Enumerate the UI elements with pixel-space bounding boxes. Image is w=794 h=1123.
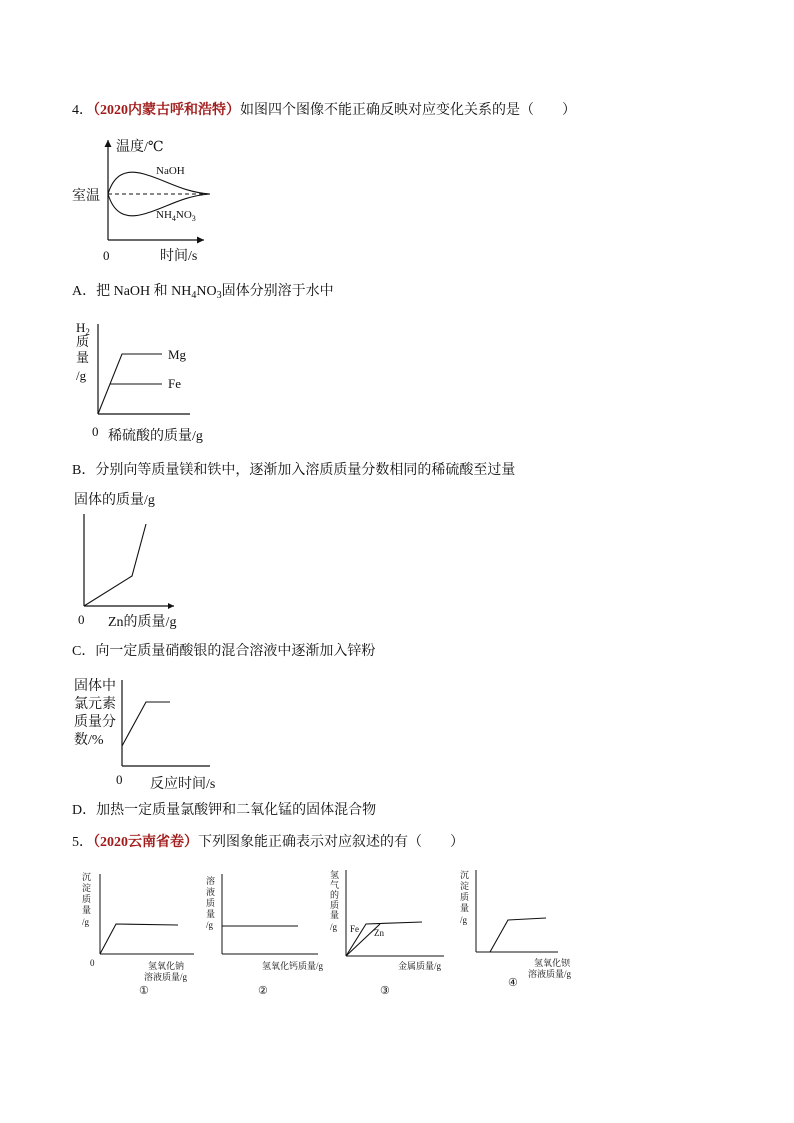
q4b-mg-label: Mg (168, 347, 187, 362)
q5g3-y3: 的 (330, 890, 340, 900)
q5g1-mark: ① (139, 985, 149, 997)
q4d-ylabel-4: 数/% (74, 733, 104, 748)
q4-graph-d (70, 674, 230, 796)
q5g4-y4: 量 (460, 903, 470, 913)
q4a-naoh-label: NaOH (156, 165, 185, 177)
q5g1-y1: 沉 (82, 872, 92, 882)
q4-number: 4． (72, 103, 93, 118)
q4b-fe-label: Fe (168, 376, 181, 391)
q4b-ylabel-2: 质 (76, 334, 90, 349)
q5g1-x2: 溶液质量/g (144, 972, 188, 982)
q5g1-line (100, 924, 178, 954)
q4a-origin: 0 (103, 248, 110, 263)
q4a-ylabel: 温度/℃ (116, 140, 164, 155)
q4d-caption: D．加热一定质量氯酸钾和二氧化锰的固体混合物 (72, 803, 377, 818)
q5g3-y2: 气 (330, 880, 340, 890)
q5g2-y5: /g (206, 920, 214, 930)
q5g1-x1: 氢氧化钠 (148, 961, 185, 971)
q4-source: （2020内蒙古呼和浩特） (93, 103, 240, 118)
q5g3-zn-label: Zn (374, 928, 384, 938)
q4a-ref-label: 室温 (72, 189, 100, 204)
q4a-caption: A．把 NaOH 和 $NH_4NO_3$固体分别溶于水中 (72, 284, 334, 301)
q5g1-origin: 0 (90, 958, 95, 968)
q4d-xlabel: 反应时间/s (150, 777, 216, 792)
q5-graph-3 (324, 864, 454, 1000)
q4c-ylabel: 固体的质量/g (74, 493, 155, 508)
q5-source: （2020云南省卷） (93, 835, 198, 850)
q5g2-y1: 溶 (206, 876, 216, 886)
q5g2-y4: 量 (206, 909, 216, 919)
q4b-origin: 0 (92, 424, 99, 439)
q4a-xlabel: 时间/s (160, 249, 198, 264)
q4b-ylabel-3: 量 (76, 350, 90, 365)
q5-number: 5． (72, 835, 93, 850)
q5-stem: 下列图象能正确表示对应叙述的有（ ） (198, 835, 464, 850)
q5g4-x2: 溶液质量/g (528, 969, 572, 979)
q5g2-mark: ② (258, 985, 268, 997)
q4-stem: 如图四个图像不能正确反映对应变化关系的是（ ） (240, 103, 576, 118)
q5g4-y2: 淀 (460, 881, 470, 891)
q5g3-fe-label: Fe (350, 924, 359, 934)
q5g1-y2: 淀 (82, 883, 92, 893)
q5g1-y4: 量 (82, 905, 92, 915)
q5g4-y1: 沉 (460, 870, 470, 880)
q5g2-y3: 质 (206, 898, 216, 908)
q5-graph-1 (76, 870, 202, 1000)
q5g2-x1: 氢氧化钙质量/g (262, 961, 324, 971)
q4b-ylabel-1: $H_2$ (76, 320, 90, 337)
q5-graph-2 (200, 870, 326, 1000)
q5g4-x1: 氢氧化钡 (534, 958, 571, 968)
q4a-nh4no3-label: $NH_4NO_3$ (156, 209, 196, 223)
q4b-xlabel: 稀硫酸的质量/g (108, 429, 203, 444)
q4-stem-line (72, 102, 576, 120)
q4-graph-c (70, 490, 220, 632)
q4d-ylabel-3: 质量分 (74, 715, 116, 730)
q5g3-y1: 氢 (330, 870, 340, 880)
q5g3-y5: 量 (330, 910, 340, 920)
q5g4-mark: ④ (508, 977, 518, 989)
q5g3-mark: ③ (380, 985, 390, 997)
q4d-origin: 0 (116, 772, 123, 787)
q5g4-y3: 质 (460, 892, 470, 902)
q4c-line (84, 524, 146, 606)
q5g4-line (490, 918, 546, 952)
q4d-line (122, 702, 170, 746)
q5g3-y6: /g (330, 922, 338, 932)
q5g4-y5: /g (460, 915, 468, 925)
q4c-caption: C．向一定质量硝酸银的混合溶液中逐渐加入锌粉 (72, 644, 376, 659)
q5g1-y5: /g (82, 917, 90, 927)
q4c-xlabel: Zn的质量/g (108, 615, 177, 630)
q5g2-y2: 液 (206, 887, 216, 897)
q5-graph-4 (454, 866, 584, 1000)
q5g3-y4: 质 (330, 900, 340, 910)
q4b-ylabel-4: /g (76, 368, 87, 383)
q4b-caption: B．分别向等质量镁和铁中，逐渐加入溶质质量分数相同的稀硫酸至过量 (72, 463, 516, 478)
q5g1-y3: 质 (82, 894, 92, 904)
q4c-origin: 0 (78, 612, 85, 627)
q5g3-x1: 金属质量/g (398, 961, 442, 971)
q4-graph-a (70, 134, 230, 266)
q5-stem-line (72, 834, 464, 852)
q4d-ylabel-2: 氯元素 (74, 697, 116, 712)
q4d-ylabel-1: 固体中 (74, 679, 116, 694)
q4-graph-b (70, 316, 230, 446)
